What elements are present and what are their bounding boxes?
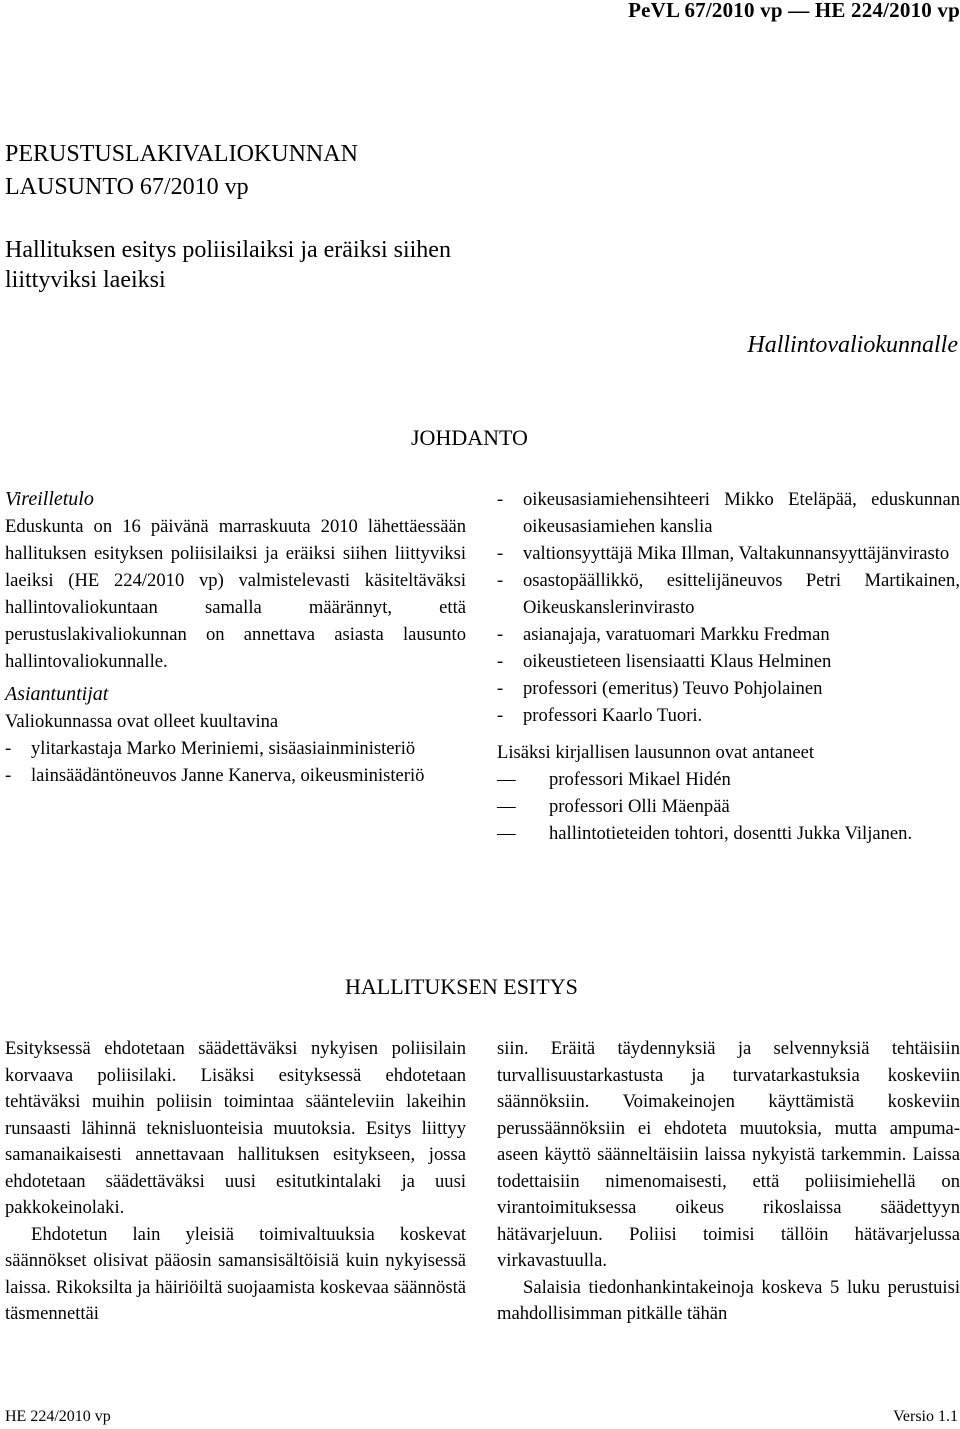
footer-document-id: HE 224/2010 vp bbox=[5, 1408, 111, 1425]
list-item: - professori Kaarlo Tuori. bbox=[497, 702, 960, 729]
expert-list-left bbox=[5, 735, 466, 789]
written-statements-list bbox=[497, 766, 960, 847]
list-item: - valtionsyyttäjä Mika Illman, Valtakunnansyyttäjänvirasto bbox=[497, 540, 960, 567]
esitys-left-column bbox=[5, 1036, 466, 1328]
list-item: - asianajaja, varatuomari Markku Fredman bbox=[497, 621, 960, 648]
list-item: — hallintotieteiden tohtori, dosentti Jukka Viljanen. bbox=[497, 820, 960, 847]
list-item: - ylitarkastaja Marko Meriniemi, sisäasiainministeriö bbox=[5, 735, 466, 762]
vireilletulo-text: Eduskunta on 16 päivänä marraskuuta 2010 lähettäessään hallituksen esityksen poliisilaiksi ja eräiksi siihen liittyviksi laeiksi (HE 224/2010 vp) valmistelevasti käsiteltäväksi hallintovaliokuntaan samalla määrännyt, että perustuslakivaliokunnan on annettava asiasta lausunto hallintovaliokunnalle. bbox=[5, 516, 466, 672]
asiantuntijat-heading: Asiantuntijat bbox=[5, 683, 109, 705]
esitys-paragraph-3: siin. Eräitä täydennyksiä ja selvennyksiä tehtäisiin turvallisuustarkastusta ja turvatarkastuksia koskeviin säännöksiin. Voimakeinojen käyttämistä koskeviin perussäännöksiin ei ehdoteta muutoksia, mutta ampuma-aseen käyttö säänneltäisiin laissa nykyistä tarkemmin. Laissa todettaisiin nimenomaisesti, että poliisimiehellä on virantoimituksessa oikeus rikoslaissa säädettyyn hätävarjeluun. Poliisi toimisi tällöin hätävarjelussa virkavastuulla. bbox=[497, 1038, 960, 1271]
list-item: - lainsäädäntöneuvos Janne Kanerva, oikeusministeriö bbox=[5, 762, 466, 789]
recipient: Hallintovaliokunnalle bbox=[747, 332, 958, 358]
section-heading-esitys: HALLITUKSEN ESITYS bbox=[345, 974, 578, 999]
subtitle-line-2: liittyviksi laeiksi bbox=[5, 267, 166, 293]
list-item: - oikeusasiamiehensihteeri Mikko Eteläpää, eduskunnan oikeusasiamiehen kanslia bbox=[497, 486, 960, 540]
johdanto-left-column bbox=[5, 486, 466, 789]
written-statements-intro: Lisäksi kirjallisen lausunnon ovat antaneet bbox=[497, 742, 815, 763]
esitys-paragraph-4: Salaisia tiedonhankintakeinoja koskeva 5 luku perustuisi mahdollisimman pitkälle tähän bbox=[497, 1276, 960, 1324]
footer-version: Versio 1.1 bbox=[893, 1408, 958, 1425]
vireilletulo-heading: Vireilletulo bbox=[5, 488, 94, 510]
esitys-paragraph-1: Esityksessä ehdotetaan säädettäväksi nykyisen poliisilain korvaava poliisilaki. Lisäksi esityksessä ehdotetaan tehtäväksi muihin poliisin toimintaa säänteleviin lakeihin runsaasti lähinnä teknisluonteisia muutoksia. Esitys liittyy samanaikaisesti annettavaan hallituksen esitykseen, jossa ehdotetaan säädettäväksi uusi esitutkintalaki ja uusi pakkokeinolaki. bbox=[5, 1038, 466, 1218]
johdanto-right-column bbox=[497, 486, 960, 847]
title-line-1: PERUSTUSLAKIVALIOKUNNAN bbox=[5, 141, 358, 167]
list-item: - osastopäällikkö, esittelijäneuvos Petri Martikainen, Oikeuskanslerinvirasto bbox=[497, 567, 960, 621]
list-item: — professori Olli Mäenpää bbox=[497, 793, 960, 820]
section-heading-johdanto: JOHDANTO bbox=[411, 425, 528, 450]
document-title bbox=[5, 138, 358, 204]
title-line-2: LAUSUNTO 67/2010 vp bbox=[5, 174, 249, 200]
list-item: - professori (emeritus) Teuvo Pohjolainen bbox=[497, 675, 960, 702]
esitys-paragraph-2: Ehdotetun lain yleisiä toimivaltuuksia koskevat säännökset olisivat pääosin samansisältöisiä kuin nykyisessä laissa. Rikoksilta ja häiriöiltä suojaamista koskevaa säännöstä täsmennettäi bbox=[5, 1223, 466, 1324]
document-subtitle bbox=[5, 235, 451, 295]
expert-list-right bbox=[497, 486, 960, 729]
subtitle-line-1: Hallituksen esitys poliisilaiksi ja eräiksi siihen bbox=[5, 237, 451, 263]
running-header: PeVL 67/2010 vp — HE 224/2010 vp bbox=[628, 0, 960, 22]
list-item: - oikeustieteen lisensiaatti Klaus Helminen bbox=[497, 648, 960, 675]
asiantuntijat-intro: Valiokunnassa ovat olleet kuultavina bbox=[5, 711, 279, 732]
list-item: — professori Mikael Hidén bbox=[497, 766, 960, 793]
esitys-right-column bbox=[497, 1036, 960, 1328]
